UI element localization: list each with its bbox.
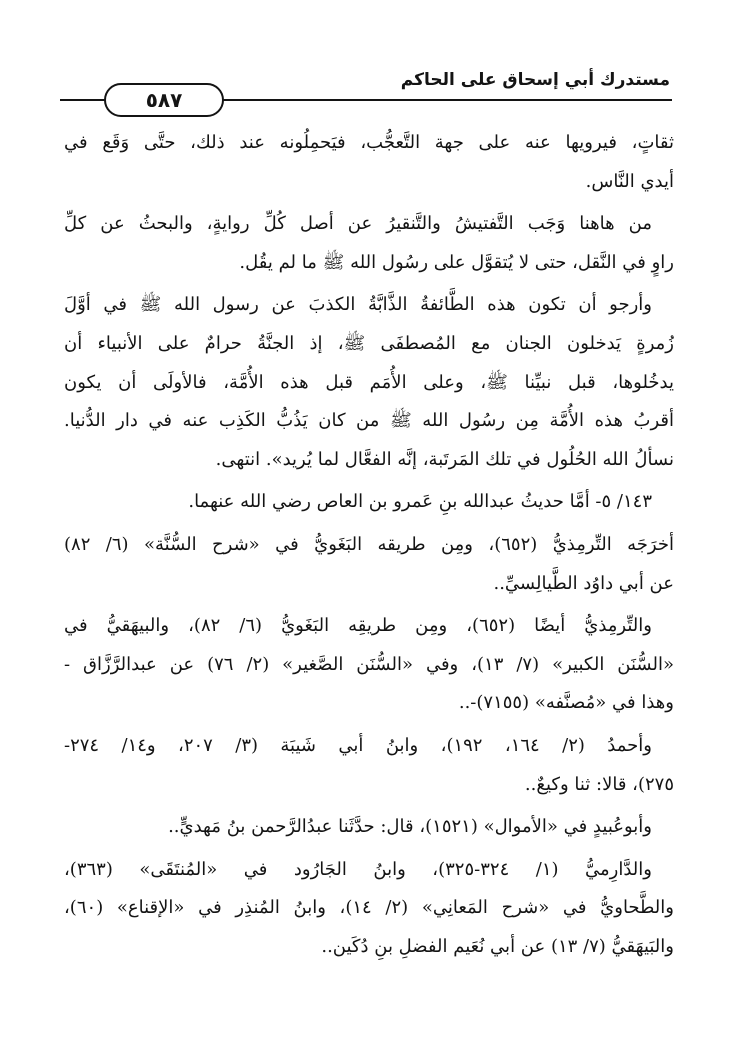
text-line: ١٤٣/ ٥- أمَّا حديثُ عبدالله بنِ عَمرو بن العاص رضي الله عنهما. [188, 491, 652, 513]
text-line: ٢٧٥)، قالا: ثنا وكيعٌ.. [524, 773, 674, 795]
text-line: «السُّنَن الكبير» (٧/ ١٣)، وفي «السُّنَن الصَّغير» (٢/ ٧٦) عن عبدالرَّزَّاق - [64, 653, 674, 675]
paragraph [64, 851, 674, 967]
text-line: وهذا في «مُصنَّفه» (٧١٥٥)-.. [458, 692, 674, 714]
page-number: ٥٨٧ [145, 88, 183, 112]
paragraph [64, 727, 674, 804]
running-title: مستدرك أبي إسحاق على الحاكم [400, 70, 670, 90]
text-line: أخرَجَه التِّرمِذيُّ (٦٥٢)، ومِن طريقه البَغَويُّ في «شرح السُّنَّة» (٦/ ٨٢) [64, 533, 674, 555]
page-number-badge [104, 83, 224, 117]
text-line: والبَيهَقيُّ (٧/ ١٣) عن أبي نُعَيم الفضلِ بنِ دُكَين.. [321, 935, 674, 957]
paragraph [64, 607, 674, 723]
text-line: والدَّارِميُّ (١/ ٣٢٤-٣٢٥)، وابنُ الجَارُود في «المُنتَقَى» (٣٦٣)، [64, 858, 652, 880]
text-line: عن أبي داوُد الطَّيالِسيِّ.. [493, 572, 674, 594]
text-line: زُمرةٍ يَدخلون الجنان مع المُصطفَى ﷺ، إذ الجنَّةُ حرامٌ على الأنبياء أن [64, 332, 674, 354]
text-line: يدخُلوها، قبل نبيِّنا ﷺ، وعلى الأُمَم قبل هذه الأُمَّة، فالأولَى أن يكون [64, 371, 674, 393]
page-header [60, 64, 672, 112]
page-body [64, 124, 674, 966]
text-line: راوٍ في النَّقل، حتى لا يُتقوَّل على رسُول الله ﷺ ما لم يقُل. [239, 251, 674, 273]
text-line: والتِّرمِذيُّ أيضًا (٦٥٢)، ومِن طريقِه البَغَويُّ (٦/ ٨٢)، والبيهَقيُّ في [64, 615, 652, 637]
paragraph [64, 205, 674, 282]
text-line: وأحمدُ (٢/ ١٦٤، ١٩٢)، وابنُ أبي شَيبَة (٣/ ٢٠٧، و١٤/ ٢٧٤- [64, 734, 652, 756]
text-line: وأرجو أن تكون هذه الطَّائفةُ الذَّابَّةُ الكذبَ عن رسول الله ﷺ في أوَّلَ [64, 294, 652, 316]
hadith-heading [64, 483, 674, 522]
text-line: والطَّحاويُّ في «شرح المَعانِي» (٢/ ١٤)، وابنُ المُنذِر في «الإقناع» (٦٠)، [64, 897, 674, 919]
text-line: من هاهنا وَجَب التَّفتيشُ والتَّنقيرُ عن أصل كُلِّ روايةٍ، والبحثُ عن كلِّ [64, 213, 652, 235]
text-line: أيدي النَّاس. [585, 170, 674, 192]
paragraph [64, 124, 674, 201]
text-line: ثقاتٍ، فيرويها عنه على جهة التَّعجُّب، فيَحمِلُونه عند ذلك، حتَّى وَقَع في [64, 132, 674, 153]
text-line: نسألُ الله الحُلُول في تلك المَرتَبة، إنَّه الفعَّال لما يُريد». انتهى. [215, 448, 674, 470]
text-line: أقربُ هذه الأُمَّة مِن رسُول الله ﷺ من كان يَذُبُّ الكَذِب عنه في دار الدُّنيا. [64, 410, 674, 432]
paragraph [64, 808, 674, 847]
paragraph [64, 526, 674, 603]
text-line: وأبوعُبيدٍ في «الأموال» (١٥٢١)، قال: حدَّثَنا عبدُالرَّحمن بنُ مَهديٍّ.. [168, 816, 652, 838]
paragraph [64, 286, 674, 479]
